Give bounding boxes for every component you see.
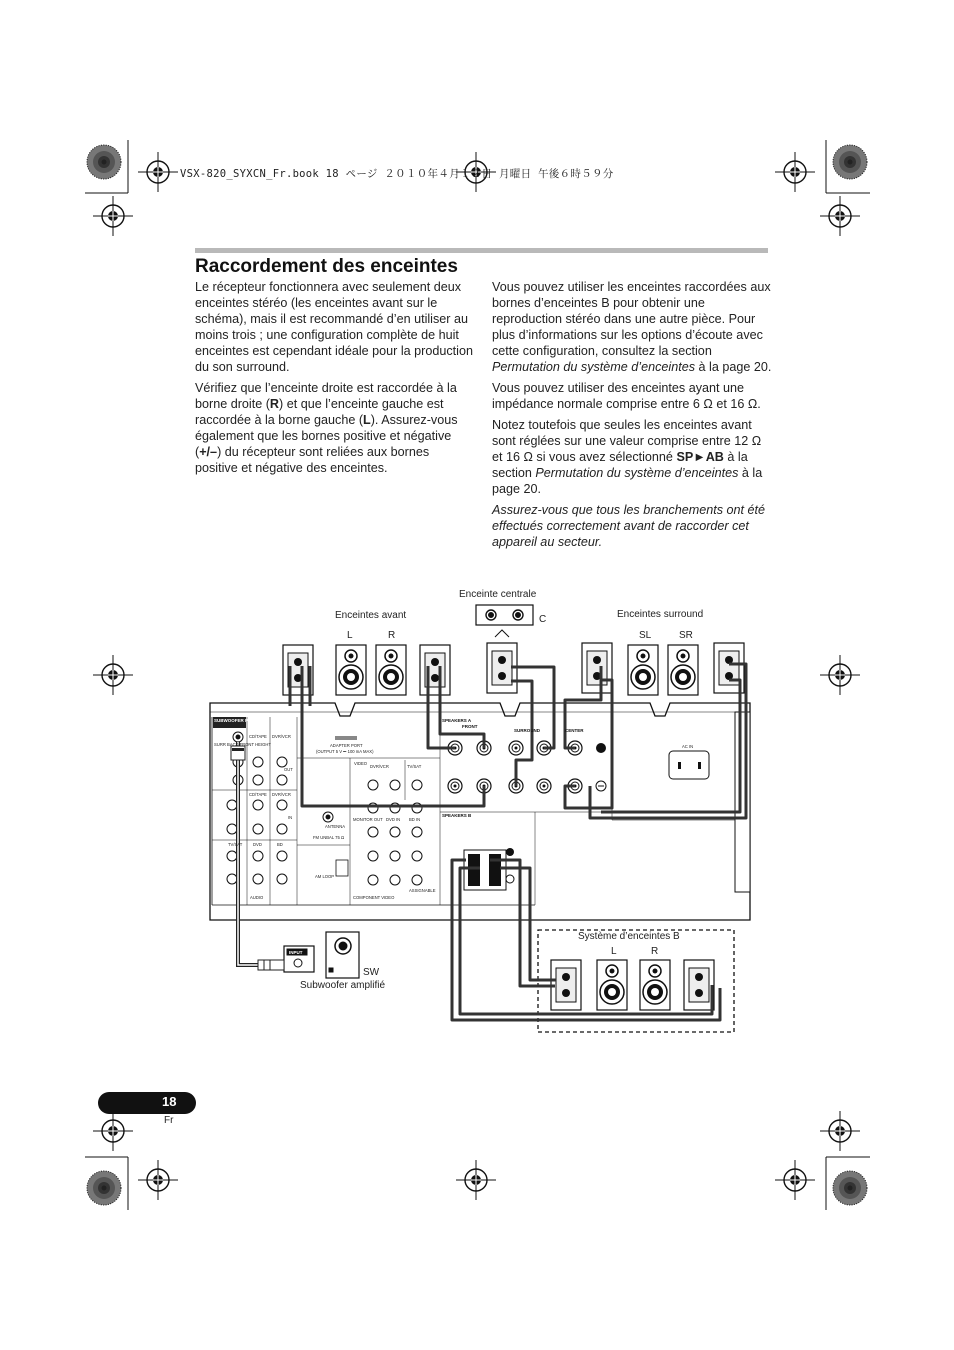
paragraph: Vérifiez que l’enceinte droite est raccordée à la borne droite (R) et que l’enceinte gauche est raccordée à la borne gauche (L). Assurez-vous également que les bornes positive et négative (+/–) du récepteur sont reliées aux bornes positive et négative des enceintes. (195, 381, 458, 475)
page-badge (98, 1092, 196, 1114)
label-center-speaker: Enceinte centrale (459, 589, 537, 600)
panel-out: OUT (284, 767, 293, 772)
panel-input: INPUT (289, 950, 303, 955)
section-title: Raccordement des enceintes (195, 256, 458, 277)
panel-bd-in: BD IN (409, 817, 421, 822)
label-powered-subwoofer: Subwoofer amplifié (300, 980, 386, 991)
label-front-speakers: Enceintes avant (335, 610, 407, 621)
paragraph: Notez toutefois que seules les enceintes avant sont réglées sur une valeur comprise entre 12 Ω et 16 Ω si vous avez sélectionné SP►AB à la section Permutation du système d’enceintes à la page 20. (492, 418, 763, 496)
panel-antenna: ANTENNA (325, 824, 346, 829)
panel-adapter-spec: (OUTPUT 5 V ⎓ 100 mA MAX) (316, 749, 374, 754)
page-language: Fr (164, 1115, 174, 1126)
setting-name: SP►AB (676, 450, 724, 464)
label-surround-sr: SR (679, 630, 693, 641)
system-b-right-back (684, 960, 714, 1010)
system-b-left-back (551, 960, 581, 1010)
system-b-right-speaker (640, 960, 670, 1010)
panel-speakers-b: SPEAKERS B (442, 813, 472, 818)
panel-dvr-vcr-video: DVR/VCR (370, 764, 389, 769)
system-b-left-speaker (597, 960, 627, 1010)
page-number: 18 (162, 1094, 177, 1109)
panel-video: VIDEO (354, 761, 368, 766)
paragraph: Assurez-vous que tous les branchements ont été effectués correctement avant de raccorder cet appareil au secteur. (492, 503, 766, 549)
panel-tv-sat-video: TV/SAT (407, 764, 422, 769)
panel-cd-tape: CD/TAPE (249, 734, 267, 739)
label-surround-sl: SL (639, 630, 652, 641)
center-speaker (476, 605, 533, 637)
surround-left-speaker (628, 645, 658, 695)
front-right-speaker (376, 645, 406, 695)
surround-left-back (582, 643, 612, 693)
surround-right-speaker (668, 645, 698, 695)
panel-speakers-a: SPEAKERS A (442, 718, 472, 723)
panel-dvd-in: DVD IN (386, 817, 401, 822)
panel-center: CENTER (565, 728, 584, 733)
panel-dvr-vcr: DVR/VCR (272, 734, 291, 739)
panel-front: FRONT (462, 724, 478, 729)
label-b-l: L (611, 946, 617, 957)
panel-fm-unbal: FM UNBAL 75 Ω (313, 835, 345, 840)
panel-in: IN (288, 815, 293, 820)
panel-dvr-vcr-2: DVR/VCR (272, 792, 291, 797)
paragraph: Le récepteur fonctionnera avec seulement deux enceintes stéréo (les enceintes avant sur le schéma), mais il est recommandé d’en utiliser au moins trois ; une configuration complète de huit enceintes est cependant idéale pour la production du son surround. (195, 280, 473, 374)
label-front-l: L (347, 630, 353, 641)
powered-subwoofer (284, 932, 359, 978)
panel-ac-in: AC IN (682, 744, 694, 749)
label-b-r: R (651, 946, 659, 957)
panel-cd-tape-2: CD/TAPE (249, 792, 267, 797)
panel-monitor-out: MONITOR OUT (353, 817, 383, 822)
panel-component-video: COMPONENT VIDEO (353, 895, 395, 900)
cross-reference: Permutation du système d’enceintes (492, 360, 696, 374)
label-speaker-system-b: Système d’enceintes B (578, 931, 680, 942)
panel-surround: SURROUND (514, 728, 541, 733)
panel-audio: AUDIO (250, 895, 264, 900)
panel-am-loop: AM LOOP (315, 874, 335, 879)
front-left-speaker (336, 645, 366, 695)
cross-reference: Permutation du système d’enceintes (535, 466, 739, 480)
paragraph: Vous pouvez utiliser les enceintes raccordées aux bornes d’enceintes B pour obtenir une reproduction stéréo dans une autre pièce. Pour plus d’informations sur les options d’écoute avec cette configuration, consultez la section Permutation du système d’enceintes à la page 20. (492, 280, 772, 374)
label-c: C (539, 614, 547, 625)
book-header-line: VSX-820_SYXCN_Fr.book 18 ページ ２０１０年４月１２日 月曜日 午後６時５９分 (180, 168, 614, 180)
panel-adapter-port: ADAPTER PORT (330, 743, 363, 748)
paragraph: Vous pouvez utiliser des enceintes ayant une impédance normale comprise entre 6 Ω et 16 Ω. (492, 381, 761, 411)
label-surround-speakers: Enceintes surround (617, 609, 704, 620)
panel-surround-back: SURR BACK/FRONT HEIGHT (214, 742, 271, 747)
panel-assignable: ASSIGNABLE (409, 888, 436, 893)
panel-tv-sat: TV/SAT (228, 842, 243, 847)
front-right-back (420, 645, 450, 695)
panel-dvd: DVD (253, 842, 262, 847)
label-front-r: R (388, 630, 396, 641)
label-sw: SW (363, 967, 380, 978)
panel-subwoofer-pre-out: SUBWOOFER PRE OUT (214, 718, 266, 723)
panel-bd: BD (277, 842, 283, 847)
